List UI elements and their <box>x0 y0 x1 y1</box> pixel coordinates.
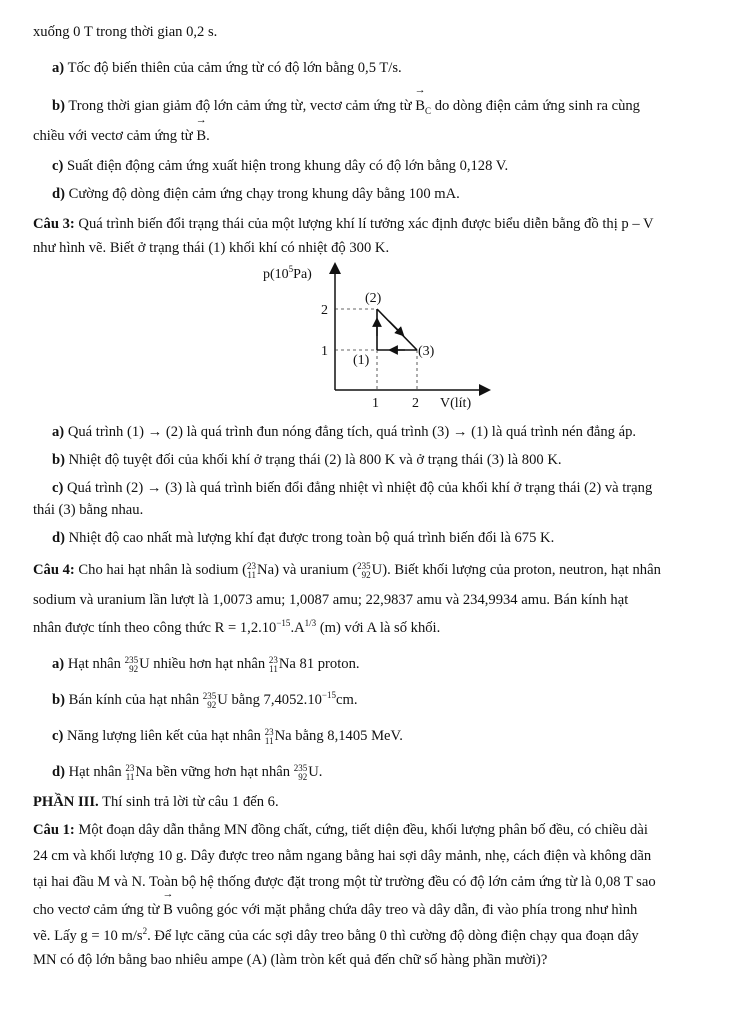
question-text: sodium và uranium lần lượt là 1,0073 amu; 1,0087 amu; 22,9837 amu và 234,9934 amu. Bán kính hạt <box>33 592 629 608</box>
nuclide-symbol: Na <box>274 728 292 744</box>
y-axis-label: $p(10^5Pa)$ <box>263 264 312 282</box>
pv-graph <box>255 258 495 418</box>
option-text: Nhiệt độ tuyệt đối của khối khí ở trạng thái (2) là 800 K và ở trạng thái (3) là 800 K. <box>68 452 562 468</box>
question-label: Câu 4: <box>33 562 75 578</box>
vector-b-c: → B <box>415 96 425 116</box>
vector-b: → B <box>163 900 173 920</box>
x-tick-1: 1 <box>372 396 379 411</box>
option-text: Suất điện động cảm ứng xuất hiện trong khung dây có độ lớn bằng 0,128 V. <box>67 158 509 174</box>
question-text: Quá trình biến đổi trạng thái của một lượng khí lí tưởng xác định được biểu diễn bằng đồ thị p – V <box>78 216 654 232</box>
radius-value: $7,4052.10^{-15}cm$. <box>263 690 358 708</box>
q2-option-a <box>52 58 402 78</box>
q2-option-b <box>52 96 640 116</box>
nuclide-u: 235 92 <box>202 690 217 710</box>
nuclide-symbol: Na <box>257 562 275 578</box>
state-2-label: (2) <box>365 291 382 306</box>
option-text: bền vững hơn hạt nhân <box>156 764 291 780</box>
p3-q1-line1 <box>33 820 648 840</box>
question-text: vẽ. Lấy <box>33 928 77 944</box>
q4-stem-line2 <box>33 590 628 610</box>
period: . <box>206 128 210 144</box>
nuclide-symbol: U <box>217 692 228 708</box>
option-text: Năng lượng liên kết của hạt nhân <box>67 728 261 744</box>
q4-option-d <box>52 762 322 782</box>
state-3-label: (3) <box>418 344 435 359</box>
state-1-label: (1) <box>353 353 370 368</box>
q3-stem-line1 <box>33 214 654 234</box>
option-label: b) <box>52 98 65 114</box>
nuclide-symbol: Na <box>135 764 153 780</box>
option-text: Nhiệt độ cao nhất mà lượng khí đạt được trong toàn bộ quá trình biến đổi là 675 K. <box>68 530 555 546</box>
q2-intro-tail <box>33 22 217 42</box>
p3-q1-line4 <box>33 900 637 920</box>
nuclide-na: 23 11 <box>268 654 278 674</box>
question-label: Câu 1: <box>33 822 75 838</box>
option-text: bằng <box>231 692 260 708</box>
period: . <box>318 764 323 780</box>
nuclide-symbol: Na <box>278 656 296 672</box>
question-text: cho vectơ cảm ứng từ <box>33 902 160 918</box>
y-tick-1: 1 <box>321 344 328 359</box>
nuclide-symbol: U <box>308 764 319 780</box>
q3-option-d <box>52 528 554 548</box>
question-text: nhân được tính theo công thức <box>33 620 211 636</box>
gravity-value: g = 10 $m/s^2$ <box>80 926 148 944</box>
question-text: MN có độ lớn bằng bao nhiêu ampe (A) (làm tròn kết quả đến chữ số hàng phần mười)? <box>33 952 548 968</box>
question-text: . Để lực căng của các sợi dây treo bằng 0 thì cường độ dòng điện chạy qua đoạn dây <box>147 928 639 944</box>
option-text: Bán kính của hạt nhân <box>68 692 200 708</box>
option-text: Trong thời gian giảm độ lớn cảm ứng từ, vectơ cảm ứng từ <box>68 98 412 114</box>
q4-option-b <box>52 690 357 710</box>
option-text: 81 proton. <box>299 656 360 672</box>
option-text: Tốc độ biến thiên của cảm ứng từ có độ lớn bằng 0,5 T/s. <box>67 60 402 76</box>
p3-q1-line3 <box>33 872 656 892</box>
vector-b: → B <box>196 126 206 146</box>
question-text: 24 cm và khối lượng 10 g. Dây được treo nằm ngang bằng hai sợi dây mảnh, nhẹ, cách điện và không dãn <box>33 848 652 864</box>
option-label: d) <box>52 764 65 780</box>
radius-formula: $R = 1,2.10^{-15}.A^{1/3}$ (m) <box>214 618 341 636</box>
nuclide-u: 235 92 <box>124 654 139 674</box>
nuclide-na: 23 11 <box>125 762 135 782</box>
option-text: Quá trình (2) → (3) là quá trình biến đổi đẳng nhiệt vì nhiệt độ của khối khí ở trạng thái (2) và trạng <box>67 480 653 496</box>
nuclide-symbol: U <box>371 562 383 578</box>
p3-q1-line6 <box>33 950 547 970</box>
option-text-cont: chiều với vectơ cảm ứng từ <box>33 128 193 144</box>
option-text-cont: do dòng điện cảm ứng sinh ra cùng <box>434 98 640 114</box>
question-text: Một đoạn dây dẫn thẳng MN đồng chất, cứng, tiết diện đều, khối lượng phân bố đều, có chiều dài <box>78 822 648 838</box>
q2-option-d <box>52 184 460 204</box>
question-text: Cho hai hạt nhân là sodium ( <box>78 562 248 578</box>
q4-option-a <box>52 654 360 674</box>
option-text: Hạt nhân <box>68 764 122 780</box>
section-instruction: Thí sinh trả lời từ câu 1 đến 6. <box>102 794 279 810</box>
nuclide-na: 23 11 <box>247 560 257 580</box>
question-text: với A là số khối. <box>344 620 441 636</box>
option-label: c) <box>52 480 64 496</box>
q3-option-c <box>52 478 652 498</box>
nuclide-na: 23 11 <box>264 726 274 746</box>
option-label: a) <box>52 656 65 672</box>
q2-option-b-cont <box>33 126 210 146</box>
question-text: ) và uranium ( <box>274 562 358 578</box>
nuclide-u: 235 92 <box>357 560 371 580</box>
option-text: Cường độ dòng điện cảm ứng chạy trong khung dây bằng 100 mA. <box>68 186 460 202</box>
option-label: a) <box>52 60 65 76</box>
option-text: Hạt nhân <box>67 656 121 672</box>
option-text: nhiều hơn hạt nhân <box>153 656 266 672</box>
question-text: như hình vẽ. Biết ở trạng thái (1) khối khí có nhiệt độ 300 K. <box>33 240 390 256</box>
q3-stem-line2 <box>33 238 389 258</box>
q3-option-a <box>52 422 636 442</box>
y-tick-2: 2 <box>321 303 328 318</box>
option-text: Quá trình (1) → (2) là quá trình đun nóng đẳng tích, quá trình (3) → (1) là quá trình nén đẳng áp. <box>67 424 637 440</box>
q4-stem-line3 <box>33 618 440 638</box>
option-text-cont: thái (3) bằng nhau. <box>33 502 144 518</box>
option-text: bằng 8,1405 MeV. <box>295 728 403 744</box>
q2-line0: xuống 0 T trong thời gian 0,2 s. <box>33 24 218 40</box>
option-label: d) <box>52 530 65 546</box>
vector-subscript: C <box>425 105 432 116</box>
q4-option-c <box>52 726 403 746</box>
option-label: a) <box>52 424 65 440</box>
q3-option-c-cont <box>33 500 143 520</box>
q3-option-b <box>52 450 562 470</box>
option-label: b) <box>52 452 65 468</box>
option-label: c) <box>52 728 64 744</box>
question-label: Câu 3: <box>33 216 75 232</box>
nuclide-u: 235 92 <box>293 762 308 782</box>
question-text: tại hai đầu M và N. Toàn bộ hệ thống được đặt trong một từ trường đều có độ lớn cảm ứng từ là 0,08 T sao <box>33 874 656 890</box>
part3-heading <box>33 792 279 812</box>
p3-q1-line2 <box>33 846 651 866</box>
nuclide-symbol: U <box>139 656 150 672</box>
option-label: b) <box>52 692 65 708</box>
p3-q1-line5 <box>33 926 639 946</box>
arrow-2-3 <box>389 321 401 333</box>
q4-stem-line1 <box>33 560 661 580</box>
q2-option-c <box>52 156 508 176</box>
option-label: d) <box>52 186 65 202</box>
question-text: vuông góc với mặt phẳng chứa dây treo và dây dẫn, đi vào phía trong như hình <box>176 902 638 918</box>
option-label: c) <box>52 158 64 174</box>
x-tick-2: 2 <box>412 396 419 411</box>
x-axis-label: V(lít) <box>440 396 472 411</box>
question-text: ). Biết khối lượng của proton, neutron, hạt nhân <box>382 562 661 578</box>
section-title: PHẦN III. <box>33 794 99 810</box>
